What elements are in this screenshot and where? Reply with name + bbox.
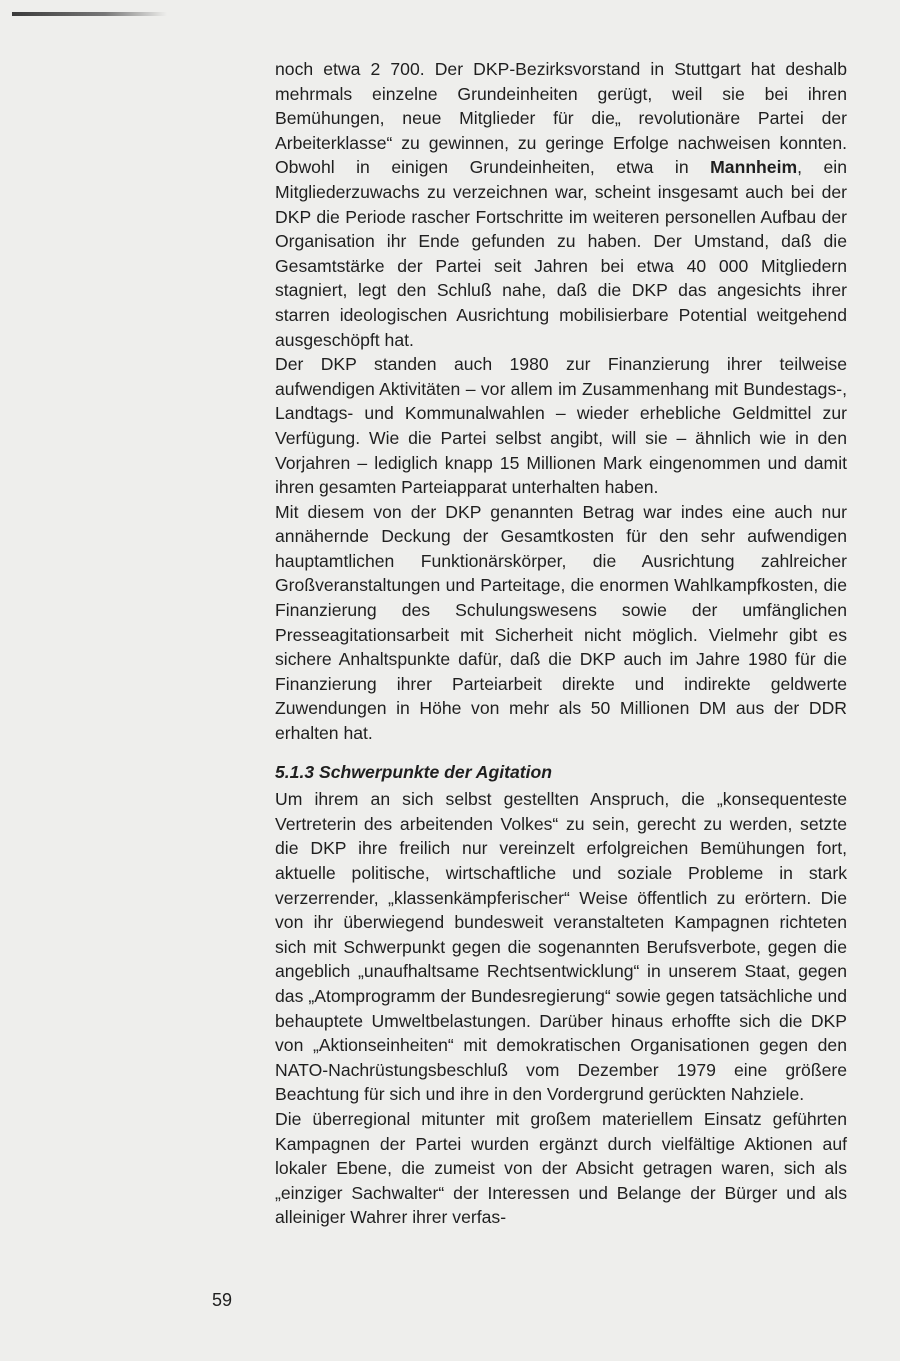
paragraph-membership-text-end: , ein Mitgliederzuwachs zu verzeichnen war, scheint insgesamt auch bei der DKP die Periode rascher Fortschritte im weiteren personellen Aufbau der Organisation ihr Ende gefunden zu haben. Der Umstand, daß die Gesamtstärke der Partei seit Jahren bei etwa 40 000 Mitgliedern stagniert, legt den Schluß nahe, daß die DKP das angesichts ihrer starren ideologischen Ausrichtung mobilisierbare Potential weitgehend ausgeschöpft hat. (275, 157, 847, 350)
paragraph-agitation: Um ihrem an sich selbst gestellten Anspruch, die „konsequenteste Vertreterin des arbeitenden Volkes“ zu sein, gerecht zu werden, setzte die DKP ihre freilich nur vereinzelt erfolgreichen Bemühungen fort, aktuelle politische, wirtschaftliche und soziale Probleme in stark verzerrender, „klassenkämpferischer“ Weise öffentlich zu erörtern. Die von ihr überwiegend bundesweit veranstalteten Kampagnen richteten sich mit Schwerpunkt gegen die sogenannten Berufsverbote, gegen die angeblich „unaufhaltsame Rechtsentwicklung“ in unserem Staat, gegen das „Atomprogramm der Bundesregierung“ sowie gegen tatsächliche und behauptete Umweltbelastungen. Darüber hinaus erhoffte sich die DKP von „Aktionseinheiten“ mit demokratischen Organisationen gegen den NATO-Nachrüstungsbeschluß vom Dezember 1979 eine größere Beachtung für sich und ihre in den Vordergrund gerückten Nahziele. (275, 789, 847, 1105)
text-column (275, 57, 847, 1230)
bold-place-name: Mannheim (710, 157, 798, 178)
paragraph-local-actions: Die überregional mitunter mit großem materiellem Einsatz geführten Kampagnen der Partei wurden ergänzt durch vielfältige Aktionen auf lokaler Ebene, die zumeist von der Absicht getragen waren, sich als „einziger Sachwalter“ der Interessen und Belange der Bürger und als alleiniger Wahrer ihrer verfas- (275, 1108, 847, 1228)
paragraph-finances: Der DKP standen auch 1980 zur Finanzierung ihrer teilweise aufwendigen Aktivitäten – vor allem im Zusammenhang mit Bundestags-, Landtags- und Kommunalwahlen – wieder erhebliche Geldmittel zur Verfügung. Wie die Partei selbst angibt, will sie – ähnlich wie in den Vorjahren – lediglich knapp 15 Millionen Mark eingenommen und damit ihren gesamten Parteiapparat unterhalten haben. (275, 354, 847, 498)
paragraph-membership-text-start: noch etwa 2 700. Der DKP-Bezirksvorstand in Stuttgart hat deshalb mehrmals einzelne Grundeinheiten gerügt, weil sie bei ihren Bemühungen, neue Mitglieder für die„ revolutionäre Partei der Arbeiterklasse“ zu gewinnen, zu geringe Erfolge nachweisen konnten. Obwohl in einigen Grundeinheiten, etwa in (275, 59, 847, 178)
section-heading: 5.1.3 Schwerpunkte der Agitation (275, 761, 552, 782)
scan-edge-mark (12, 12, 167, 16)
paragraph-ddr-funding: Mit diesem von der DKP genannten Betrag war indes eine auch nur annähernde Deckung der Gesamtkosten für den sehr aufwendigen hauptamtlichen Funktionärskörper, die Ausrichtung zahlreicher Großveranstaltungen und Parteitage, die enormen Wahlkampfkosten, die Finanzierung des Schulungswesens sowie der umfänglichen Presseagitationsarbeit mit Sicherheit nicht möglich. Vielmehr gibt es sichere Anhaltspunkte dafür, daß die DKP auch im Jahre 1980 für die Finanzierung ihrer Parteiarbeit direkte und indirekte geldwerte Zuwendungen in Höhe von mehr als 50 Millionen DM aus der DDR erhalten hat. (275, 501, 847, 744)
paragraph-membership (275, 57, 847, 352)
page-number: 59 (212, 1290, 233, 1310)
